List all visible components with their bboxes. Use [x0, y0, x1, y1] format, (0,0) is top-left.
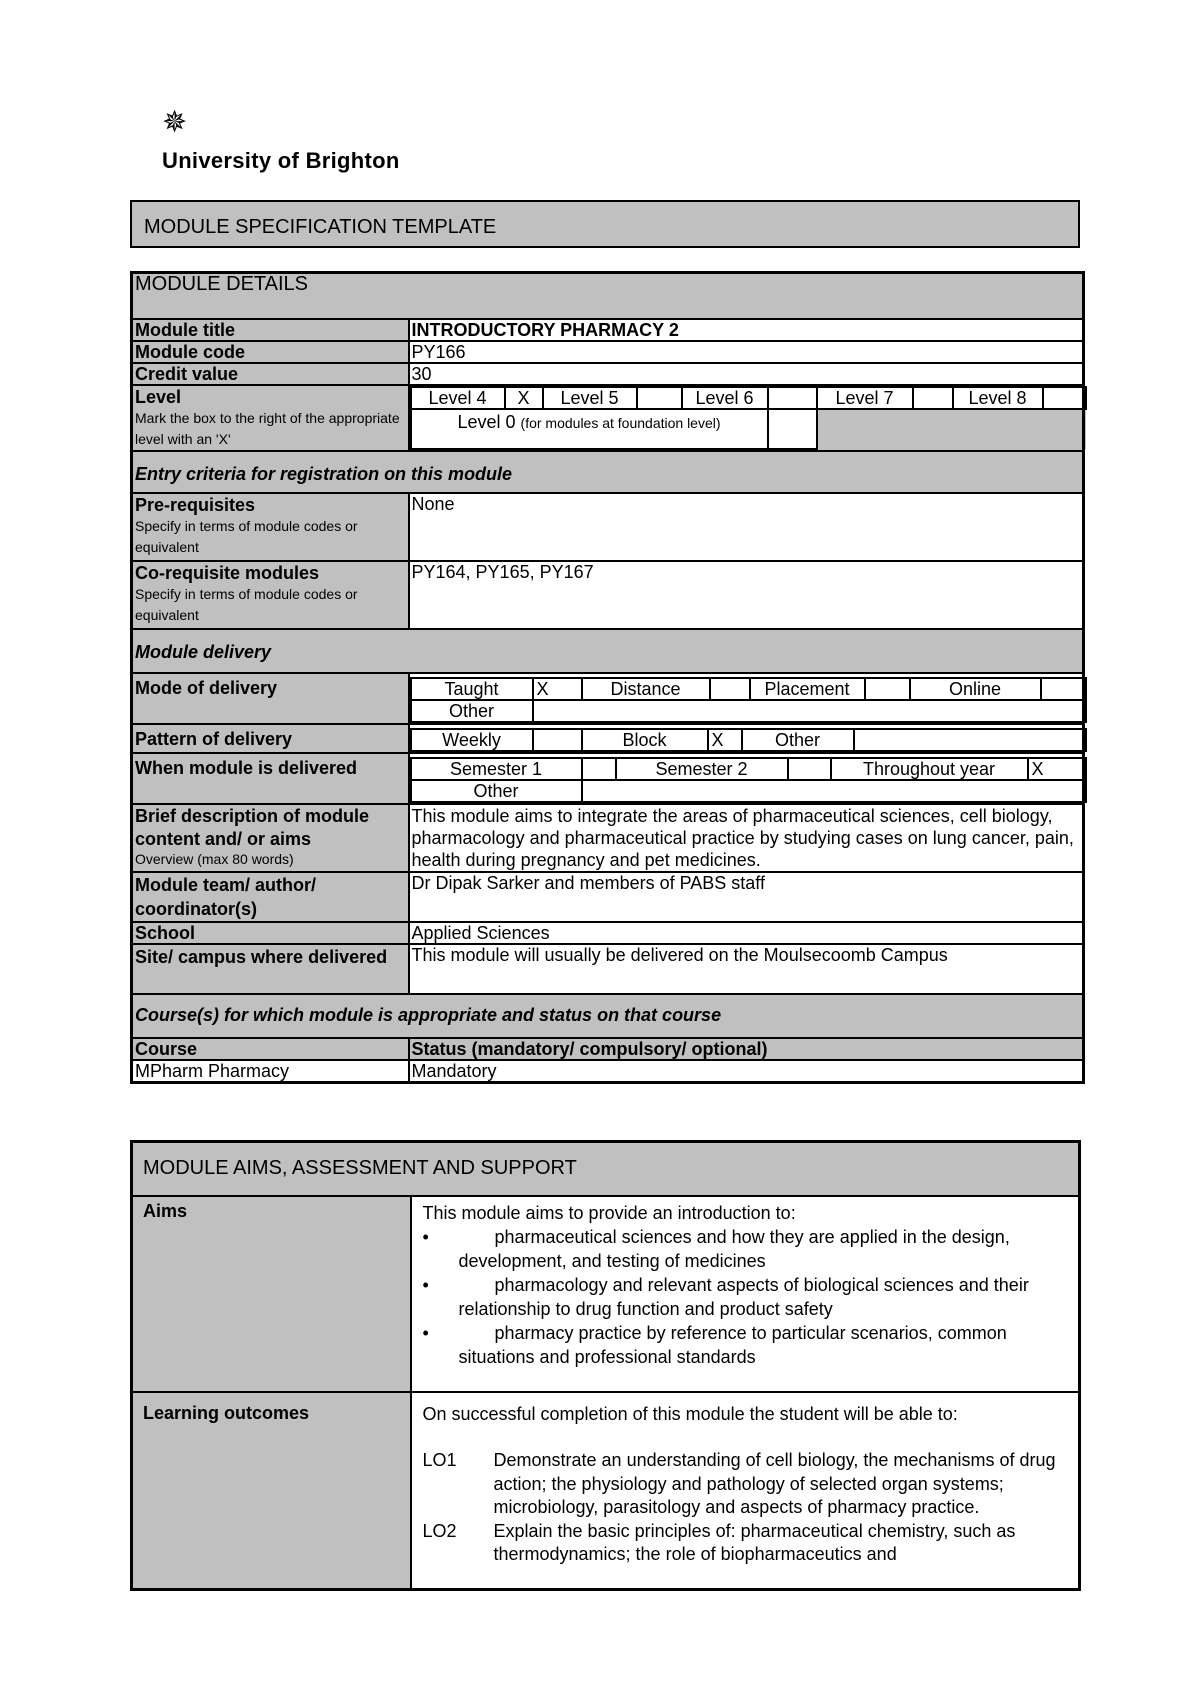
learning-outcomes-content — [411, 1392, 1080, 1590]
level-8-mark[interactable] — [1043, 387, 1086, 409]
site-label: Site/ campus where delivered — [132, 944, 409, 994]
table-row — [132, 1060, 1084, 1083]
aims-content — [411, 1196, 1080, 1392]
aims-item-2: pharmacology and relevant aspects of biological sciences and their relationship to drug function and product safety — [458, 1274, 1029, 1319]
when-semester1-label: Semester 1 — [411, 758, 582, 780]
status-cell: Mandatory — [409, 1060, 1084, 1083]
mode-grid — [410, 677, 1087, 723]
star-logo-icon: ✵ — [162, 105, 188, 140]
learning-outcomes-label: Learning outcomes — [132, 1392, 411, 1590]
level-5-mark[interactable] — [637, 387, 682, 409]
module-aims-table — [130, 1140, 1081, 1591]
when-throughout-mark[interactable]: X — [1028, 758, 1086, 780]
lo-intro: On successful completion of this module the student will be able to: — [422, 1403, 958, 1424]
mode-other-value[interactable] — [533, 700, 1086, 722]
school-label: School — [132, 922, 409, 944]
when-semester2-mark[interactable] — [788, 758, 831, 780]
mode-label: Mode of delivery — [132, 673, 409, 724]
mode-online-label: Online — [910, 678, 1041, 700]
when-other-value[interactable] — [582, 780, 1086, 802]
status-column-header: Status (mandatory/ compulsory/ optional) — [409, 1038, 1084, 1060]
module-details-table — [130, 271, 1085, 1084]
pattern-options — [409, 724, 1084, 753]
level-4-mark[interactable]: X — [505, 387, 543, 409]
list-item — [423, 1449, 1068, 1520]
mode-options — [409, 673, 1084, 724]
brief-label-cell — [132, 804, 409, 872]
aims-label: Aims — [132, 1196, 411, 1392]
team-label: Module team/ author/ coordinator(s) — [132, 872, 409, 922]
prereq-hint: Specify in terms of module codes or equivalent — [135, 517, 358, 555]
team-value: Dr Dipak Sarker and members of PABS staff — [409, 872, 1084, 922]
level-8-label: Level 8 — [953, 387, 1043, 409]
template-title: MODULE SPECIFICATION TEMPLATE — [130, 200, 1080, 248]
university-name: University of Brighton — [162, 148, 400, 173]
module-code-label: Module code — [132, 341, 409, 363]
mode-taught-label: Taught — [411, 678, 533, 700]
when-grid — [410, 757, 1087, 803]
when-throughout-label: Throughout year — [831, 758, 1028, 780]
pattern-weekly-label: Weekly — [411, 729, 533, 751]
section-module-delivery: Module delivery — [132, 629, 1084, 673]
when-semester2-label: Semester 2 — [616, 758, 788, 780]
aims-item-3: pharmacy practice by reference to particular scenarios, common situations and professional standards — [458, 1322, 1007, 1367]
list-item — [423, 1520, 1068, 1567]
course-cell: MPharm Pharmacy — [132, 1060, 409, 1083]
prereq-label-cell — [132, 493, 409, 561]
bullet-icon: • — [422, 1226, 429, 1247]
coreq-label-cell — [132, 561, 409, 629]
pattern-label: Pattern of delivery — [132, 724, 409, 753]
pattern-block-mark[interactable]: X — [708, 729, 742, 751]
level-grid — [410, 386, 1087, 450]
level-label: Level — [135, 386, 182, 407]
list-item — [423, 1225, 1068, 1273]
level-options — [409, 385, 1084, 451]
level-0-note: (for modules at foundation level) — [520, 414, 721, 431]
level-label-cell — [132, 385, 409, 451]
list-item — [423, 1273, 1068, 1321]
bullet-icon: • — [422, 1322, 429, 1343]
mode-online-mark[interactable] — [1041, 678, 1086, 700]
pattern-weekly-mark[interactable] — [533, 729, 582, 751]
site-value: This module will usually be delivered on the Moulsecoomb Campus — [409, 944, 1084, 994]
lo1-code: LO1 — [422, 1450, 457, 1470]
when-options — [409, 753, 1084, 804]
when-label: When module is delivered — [132, 753, 409, 804]
mode-distance-label: Distance — [582, 678, 710, 700]
course-column-header: Course — [132, 1038, 409, 1060]
when-other-label: Other — [411, 780, 582, 802]
level-6-mark[interactable] — [768, 387, 817, 409]
lo1-text: Demonstrate an understanding of cell biology, the mechanisms of drug action; the physiology and pathology of selected organ systems; microbiology, parasitology and aspects of pharmacy practice. — [493, 1450, 1056, 1517]
mode-placement-label: Placement — [750, 678, 865, 700]
coreq-hint: Specify in terms of module codes or equivalent — [135, 585, 358, 623]
level-7-label: Level 7 — [817, 387, 913, 409]
credit-label: Credit value — [132, 363, 409, 385]
coreq-label: Co-requisite modules — [135, 562, 320, 583]
pattern-grid — [410, 728, 1087, 752]
level-0-label: Level 0 — [457, 411, 516, 432]
level-6-label: Level 6 — [682, 387, 768, 409]
level-0-filler — [817, 409, 1086, 449]
mode-distance-mark[interactable] — [710, 678, 750, 700]
brief-value: This module aims to integrate the areas of pharmaceutical sciences, cell biology, pharmacology and pharmaceutical practice by studying cases on lung cancer, pain, health during pregnancy and pet medicines. — [409, 804, 1084, 872]
level-0-mark[interactable] — [768, 409, 817, 449]
aims-item-1: pharmaceutical sciences and how they are applied in the design, development, and testing of medicines — [458, 1226, 1010, 1271]
credit-value: 30 — [409, 363, 1084, 385]
university-logo — [162, 105, 400, 174]
brief-hint: Overview (max 80 words) — [135, 850, 294, 867]
section-module-details: MODULE DETAILS — [132, 273, 1084, 319]
section-courses: Course(s) for which module is appropriate and status on that course — [132, 994, 1084, 1038]
pattern-block-label: Block — [582, 729, 708, 751]
mode-taught-mark[interactable]: X — [533, 678, 582, 700]
level-hint: Mark the box to the right of the appropriate level with an 'X' — [135, 409, 400, 447]
section-aims-assessment: MODULE AIMS, ASSESSMENT AND SUPPORT — [132, 1142, 1080, 1196]
prereq-label: Pre-requisites — [135, 494, 256, 515]
level-5-label: Level 5 — [543, 387, 637, 409]
aims-intro: This module aims to provide an introduction to: — [422, 1202, 796, 1223]
module-title-label: Module title — [132, 319, 409, 341]
coreq-value: PY164, PY165, PY167 — [409, 561, 1084, 629]
section-entry-criteria: Entry criteria for registration on this module — [132, 451, 1084, 493]
level-0-label-cell — [411, 409, 768, 449]
mode-other-label: Other — [411, 700, 533, 722]
mode-placement-mark[interactable] — [865, 678, 910, 700]
when-semester1-mark[interactable] — [582, 758, 616, 780]
list-item — [423, 1321, 1068, 1369]
bullet-icon: • — [422, 1274, 429, 1295]
brief-label: Brief description of module content and/ or aims — [135, 805, 370, 849]
pattern-other-label: Other — [742, 729, 854, 751]
pattern-other-mark[interactable] — [854, 729, 1086, 751]
module-title-value: INTRODUCTORY PHARMACY 2 — [409, 319, 1084, 341]
lo2-code: LO2 — [422, 1520, 457, 1541]
lo2-text: Explain the basic principles of: pharmaceutical chemistry, such as thermodynamics; the role of biopharmaceutics and — [493, 1520, 1016, 1564]
prereq-value: None — [409, 493, 1084, 561]
school-value: Applied Sciences — [409, 922, 1084, 944]
level-7-mark[interactable] — [913, 387, 953, 409]
module-code-value: PY166 — [409, 341, 1084, 363]
level-4-label: Level 4 — [411, 387, 505, 409]
